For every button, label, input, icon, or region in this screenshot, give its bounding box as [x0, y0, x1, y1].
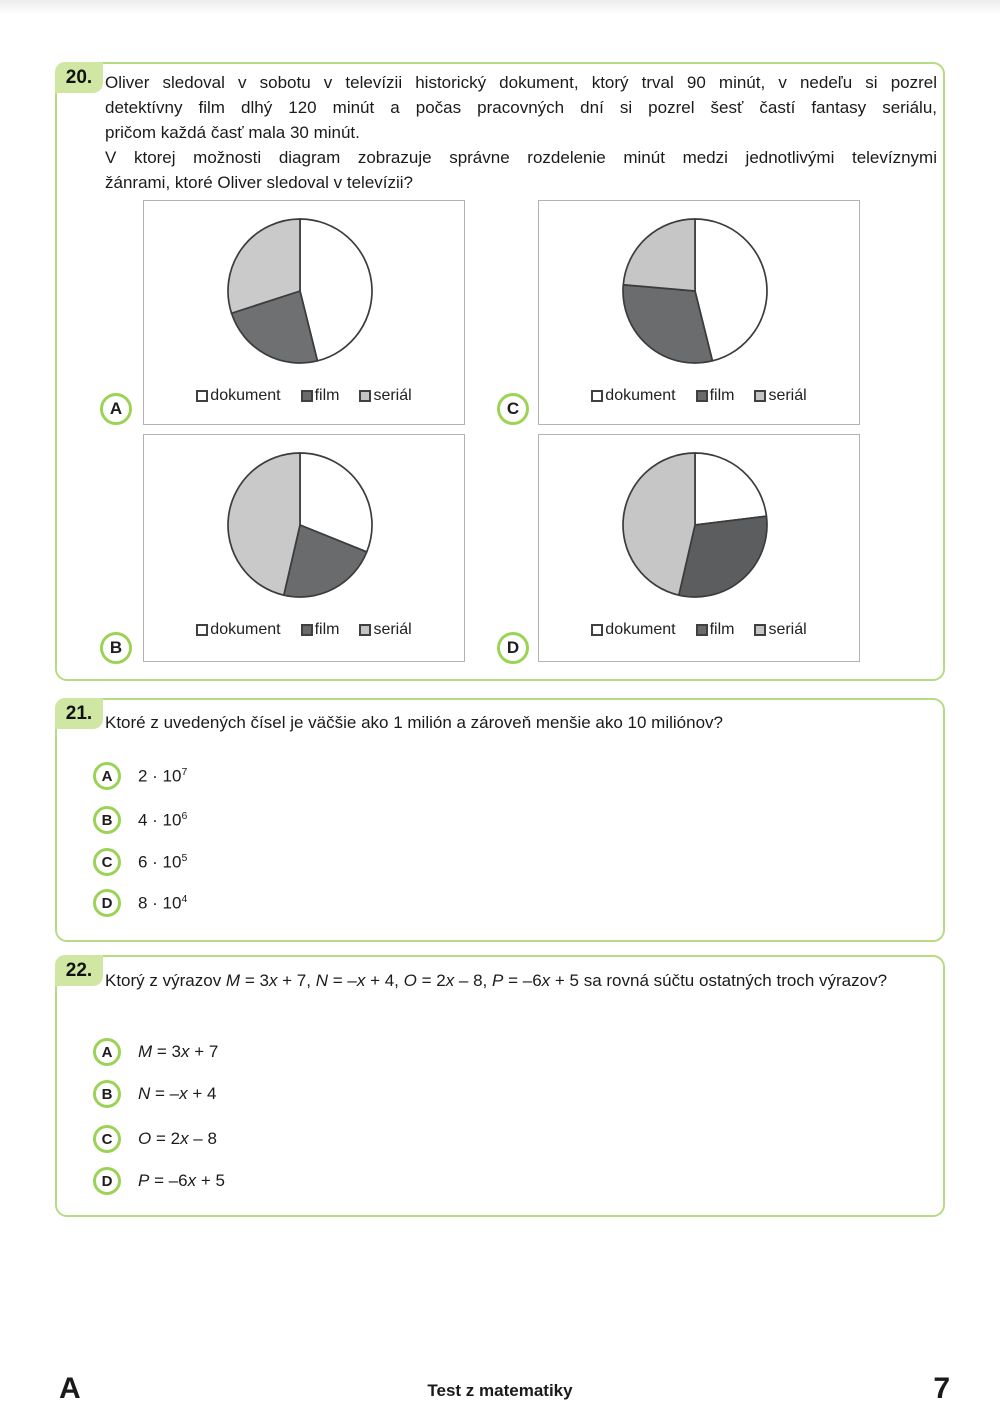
legend-item-serial	[359, 387, 411, 405]
footer-variant-label: A	[59, 1372, 81, 1405]
superscript: 7	[181, 765, 188, 778]
pie-slice-seriál	[623, 453, 695, 595]
math-var: N	[138, 1084, 151, 1103]
option-badge-b: B	[100, 632, 132, 664]
footer-title: Test z matematiky	[427, 1381, 573, 1400]
option-letter-a: A	[93, 1038, 121, 1066]
text-line: žánrami, ktoré Oliver sledoval v televízii?	[105, 173, 414, 192]
text-segment: + 5 sa rovná súčtu ostatných troch výrazov?	[550, 971, 888, 990]
text-segment: 6 · 10	[138, 852, 182, 872]
pie-wrap-c	[612, 208, 778, 374]
chart-cell-b	[143, 434, 465, 662]
option-letter-d: D	[93, 1167, 121, 1195]
legend-swatch-film	[301, 390, 313, 402]
math-var: N	[315, 971, 328, 990]
pie-chart-d	[612, 442, 778, 608]
option-value-a	[138, 1042, 218, 1062]
option-row-d	[93, 1167, 225, 1195]
option-letter-c: C	[93, 1125, 121, 1153]
option-badge-d: D	[497, 632, 529, 664]
question-21-title: Ktoré z uvedených čísel je väčšie ako 1 milión a zároveň menšie ako 10 miliónov?	[105, 713, 723, 732]
legend-item-serial	[754, 387, 806, 405]
question-number-badge: 22.	[55, 955, 103, 986]
math-var: P	[492, 971, 504, 990]
legend-label-dokument: dokument	[605, 621, 676, 638]
legend-swatch-serial	[359, 390, 371, 402]
option-row-a	[93, 1038, 218, 1066]
superscript: 4	[181, 892, 188, 905]
pie-chart-a	[217, 208, 383, 374]
text-segment: 2 · 10	[138, 766, 182, 786]
option-row-b	[93, 1080, 216, 1108]
option-value-d	[138, 1171, 225, 1191]
page-top-shadow	[0, 0, 1000, 14]
legend-swatch-serial	[754, 390, 766, 402]
option-letter-b: B	[93, 806, 121, 834]
text-line: V ktorej možnosti diagram zobrazuje správne rozdelenie minút medzi jednotlivými televíznymi	[105, 148, 937, 167]
chart-legend	[144, 387, 464, 405]
option-row-a	[93, 762, 187, 790]
legend-swatch-dokument	[196, 624, 208, 636]
option-row-c	[93, 848, 187, 876]
legend-swatch-film	[696, 624, 708, 636]
legend-swatch-film	[301, 624, 313, 636]
option-badge-a: A	[100, 393, 132, 425]
chart-cell-c	[538, 200, 860, 425]
legend-swatch-dokument	[591, 624, 603, 636]
question-20-paragraph-1	[105, 70, 937, 145]
legend-label-film: film	[314, 387, 340, 404]
superscript: 6	[181, 809, 188, 822]
pie-wrap-d	[612, 442, 778, 608]
legend-label-dokument: dokument	[210, 621, 281, 638]
legend-label-serial: seriál	[373, 387, 412, 404]
legend-label-serial: seriál	[768, 621, 807, 638]
math-var: x	[356, 971, 366, 990]
math-var: x	[445, 971, 455, 990]
legend-item-serial	[359, 621, 411, 639]
math-var: O	[403, 971, 417, 990]
chart-cell-a	[143, 200, 465, 425]
option-row-d	[93, 889, 187, 917]
pie-slice-seriál	[623, 219, 695, 291]
text-line: Oliver sledoval v sobotu v televízii historický dokument, ktorý trval 90 minút, v nedeľu si pozrel	[105, 73, 937, 92]
math-var: x	[541, 971, 551, 990]
question-box-21	[55, 698, 945, 942]
math-var: x	[187, 1171, 197, 1190]
option-badge-c: C	[497, 393, 529, 425]
option-value-d	[138, 893, 187, 914]
option-value-b	[138, 1084, 216, 1104]
question-box-20	[55, 62, 945, 681]
text-segment: + 4,	[365, 971, 404, 990]
option-letter-a: A	[93, 762, 121, 790]
option-value-b	[138, 810, 187, 831]
math-var: O	[138, 1129, 152, 1148]
question-22-title	[105, 968, 937, 993]
option-row-b	[93, 806, 187, 834]
text-segment: = 3	[240, 971, 269, 990]
legend-item-film	[301, 387, 340, 405]
text-line: pričom každá časť mala 30 minút.	[105, 123, 360, 142]
text-segment: = –	[150, 1084, 180, 1103]
legend-item-dokument	[196, 621, 280, 639]
math-var: x	[268, 971, 278, 990]
legend-label-dokument: dokument	[210, 387, 281, 404]
question-box-22	[55, 955, 945, 1217]
text-segment: 4 · 10	[138, 810, 182, 830]
legend-item-dokument	[196, 387, 280, 405]
chart-legend	[539, 621, 859, 639]
legend-swatch-serial	[754, 624, 766, 636]
text-segment: Ktorý z výrazov	[105, 971, 226, 990]
legend-swatch-dokument	[196, 390, 208, 402]
math-var: M	[138, 1042, 153, 1061]
math-var: M	[225, 971, 241, 990]
chart-cell-d	[538, 434, 860, 662]
text-segment: = –6	[503, 971, 542, 990]
text-segment: + 5	[196, 1171, 225, 1190]
legend-swatch-serial	[359, 624, 371, 636]
question-number-badge: 21.	[55, 698, 103, 729]
text-segment: = 2	[416, 971, 446, 990]
text-segment: + 7,	[277, 971, 316, 990]
pie-chart-b	[217, 442, 383, 608]
pie-wrap-a	[217, 208, 383, 374]
legend-label-film: film	[709, 621, 735, 638]
chart-legend	[144, 621, 464, 639]
option-letter-c: C	[93, 848, 121, 876]
option-letter-b: B	[93, 1080, 121, 1108]
legend-swatch-dokument	[591, 390, 603, 402]
legend-item-film	[301, 621, 340, 639]
pie-chart-c	[612, 208, 778, 374]
math-var: x	[181, 1042, 190, 1061]
text-segment: – 8	[188, 1129, 217, 1148]
question-number-badge: 20.	[55, 62, 103, 93]
option-value-a	[138, 766, 187, 787]
legend-swatch-film	[696, 390, 708, 402]
option-letter-d: D	[93, 889, 121, 917]
text-segment: 8 · 10	[138, 893, 182, 913]
text-segment: + 4	[187, 1084, 217, 1103]
footer-page-number: 7	[933, 1372, 950, 1405]
text-segment: = –	[328, 971, 357, 990]
legend-item-film	[696, 621, 735, 639]
text-segment: + 7	[189, 1042, 219, 1061]
legend-label-film: film	[314, 621, 340, 638]
math-var: P	[138, 1171, 150, 1190]
legend-item-dokument	[591, 387, 675, 405]
text-segment: = 2	[151, 1129, 181, 1148]
text-segment: = –6	[149, 1171, 188, 1190]
legend-item-serial	[754, 621, 806, 639]
math-var: x	[180, 1129, 189, 1148]
option-value-c	[138, 1129, 217, 1149]
legend-label-film: film	[709, 387, 735, 404]
text-segment: – 8,	[454, 971, 493, 990]
text-line: detektívny film dlhý 120 minút a počas pracovných dní si pozrel šesť častí fantasy seriálu,	[105, 98, 937, 117]
legend-item-dokument	[591, 621, 675, 639]
legend-label-dokument: dokument	[605, 387, 676, 404]
pie-slice-dokument	[695, 453, 766, 525]
chart-legend	[539, 387, 859, 405]
legend-label-serial: seriál	[373, 621, 412, 638]
question-20-paragraph-2	[105, 145, 937, 195]
text-segment: = 3	[152, 1042, 182, 1061]
option-row-c	[93, 1125, 217, 1153]
pie-wrap-b	[217, 442, 383, 608]
pie-slice-seriál	[228, 453, 300, 595]
option-value-c	[138, 852, 187, 873]
question-20-text	[105, 70, 937, 195]
legend-label-serial: seriál	[768, 387, 807, 404]
math-var: x	[179, 1084, 188, 1103]
superscript: 5	[181, 851, 188, 864]
legend-item-film	[696, 387, 735, 405]
